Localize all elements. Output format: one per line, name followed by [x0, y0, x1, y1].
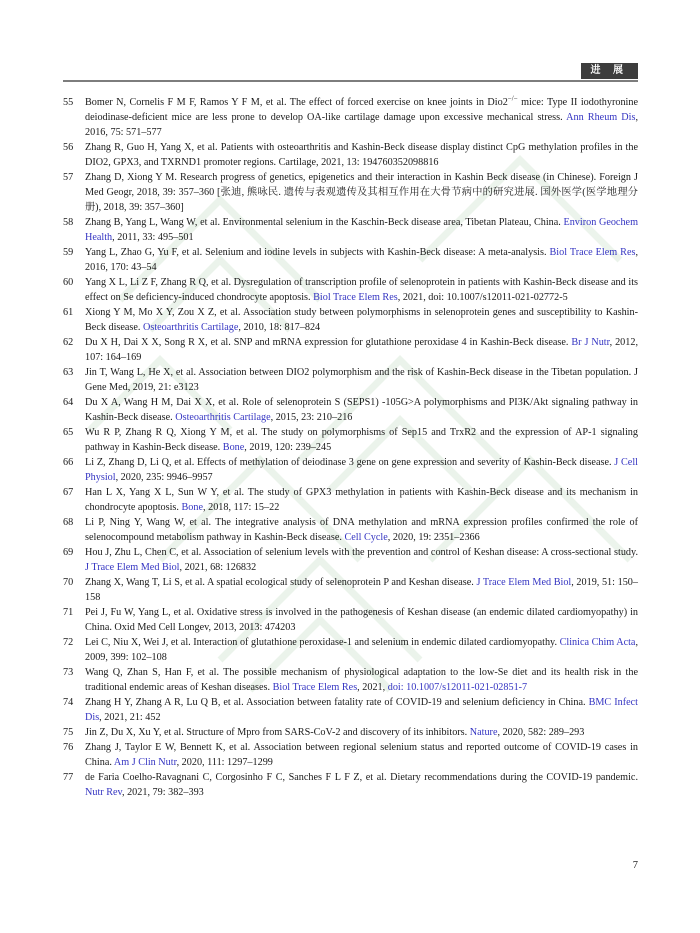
journal-link[interactable]: Ann Rheum Dis [566, 112, 636, 123]
reference-text [85, 517, 638, 543]
reference-item [63, 545, 638, 575]
reference-text [85, 667, 638, 693]
reference-text-segment: Zhang J, Taylor E W, Bennett K, et al. Association between regional selenium status and reported outcome of COVID-19 cases in China. [85, 742, 638, 768]
reference-text [85, 247, 638, 273]
reference-text [85, 367, 638, 393]
reference-text-segment: Wang Q, Zhan S, Han F, et al. The possible mechanism of physiological adaptation to the low-Se diet and its health risk in the traditional endemic areas of Keshan diseases. [85, 667, 638, 693]
reference-text-segment: Li Z, Zhang D, Li Q, et al. Effects of methylation of deiodinase 3 gene on gene expression and severity of Kashin-Beck disease. [85, 457, 615, 468]
reference-number: 65 [63, 427, 74, 438]
journal-link[interactable]: Am J Clin Nutr [113, 757, 177, 768]
reference-item [63, 365, 638, 395]
reference-item [63, 425, 638, 455]
reference-item [63, 635, 638, 665]
reference-text-segment: , 2021, doi: 10.1007/s12011-021-02772-5 [397, 292, 568, 303]
reference-text [85, 607, 638, 633]
journal-link[interactable]: Nature [469, 727, 498, 738]
reference-number: 56 [63, 142, 74, 153]
reference-text [85, 742, 638, 768]
journal-link[interactable]: Environ Geochem Health [85, 217, 638, 243]
reference-text-segment: Bomer N, Cornelis F M F, Ramos Y F M, et al. The effect of forced exercise on knee joints in Dio2 [85, 97, 508, 108]
reference-item [63, 455, 638, 485]
reference-text-segment: Han L X, Yang X L, Sun W Y, et al. The study of GPX3 methylation in patients with Kashin-Beck disease and its mechanism in chondrocyte apoptosis. [85, 487, 638, 513]
reference-text-segment: de Faria Coelho-Ravagnani C, Corgosinho F C, Sanches F L F Z, et al. Dietary recommendations during the COVID-19 pandemic. [85, 772, 638, 783]
reference-item [63, 170, 638, 215]
journal-link[interactable]: doi: 10.1007/s12011-021-02851-7 [387, 682, 528, 693]
reference-text-segment: Zhang X, Wang T, Li S, et al. A spatial ecological study of selenoprotein P and Keshan disease. [85, 577, 477, 588]
reference-text [85, 142, 638, 168]
reference-number: 74 [63, 697, 74, 708]
journal-link[interactable]: J Trace Elem Med Biol [85, 562, 180, 573]
reference-item [63, 95, 638, 140]
reference-text-segment: mice: Type II iodothyronine deiodinase-deficient mice are less prone to develop OA-like cartilage damage upon excessive mechanical stress. [85, 97, 639, 123]
reference-number: 58 [63, 217, 74, 228]
journal-link[interactable]: Cell Cycle [344, 532, 388, 543]
reference-text-segment: , 2020, 19: 2351–2366 [387, 532, 480, 543]
reference-text-segment: Hou J, Zhu L, Chen C, et al. Association of selenium levels with the prevention and control of Keshan disease: A cross-sectional study. [85, 547, 638, 558]
reference-text-segment: Zhang R, Guo H, Yang X, et al. Patients with osteoarthritis and Kashin-Beck disease display distinct CpG methylation profiles in the DIO2, GPX3, and TXRND1 promoter regions. Cartilage, 2021, 13: 194760352098816 [85, 142, 638, 168]
reference-list [63, 95, 638, 800]
reference-text-segment: , 2019, 51: 150–158 [85, 577, 638, 603]
reference-text [85, 727, 584, 738]
reference-number: 64 [63, 397, 74, 408]
journal-link[interactable]: Biol Trace Elem Res [549, 247, 636, 258]
reference-text-segment: , 2012, 107: 164–169 [85, 337, 638, 363]
reference-text [85, 427, 638, 453]
journal-link[interactable]: Biol Trace Elem Res [272, 682, 358, 693]
reference-number: 66 [63, 457, 74, 468]
reference-number: 62 [63, 337, 74, 348]
reference-text-segment: , 2021, 79: 382–393 [121, 787, 204, 798]
reference-text-segment: Du X A, Wang H M, Dai X X, et al. Role of selenoprotein S (SEPS1) -105G>A polymorphisms and PI3K/Akt signaling pathway in Kashin-Beck disease. [85, 397, 638, 423]
reference-item [63, 665, 638, 695]
reference-text-segment: Xiong Y M, Mo X Y, Zou X Z, et al. Association study between polymorphisms in selenoprotein genes and susceptibility to Kashin-Beck disease. [85, 307, 638, 333]
reference-number: 77 [63, 772, 74, 783]
reference-number: 68 [63, 517, 74, 528]
journal-link[interactable]: Osteoarthritis Cartilage [143, 322, 239, 333]
reference-number: 72 [63, 637, 74, 648]
journal-link[interactable]: Bone [222, 442, 245, 453]
reference-text-segment: , 2021, 68: 126832 [179, 562, 257, 573]
reference-text-segment: Yang L, Zhao G, Yu F, et al. Selenium and iodine levels in subjects with Kashin-Beck disease: A meta-analysis. [85, 247, 550, 258]
reference-text [85, 217, 638, 243]
reference-number: 71 [63, 607, 74, 618]
reference-text-segment: Zhang H Y, Zhang A R, Lu Q B, et al. Association between fatality rate of COVID-19 and selenium deficiency in China. [85, 697, 589, 708]
journal-link[interactable]: BMC Infect Dis [85, 697, 638, 723]
reference-text-segment: Li P, Ning Y, Wang W, et al. The integrative analysis of DNA methylation and mRNA expression profiles confirmed the role of selenocompound metabolism pathway in Kashin-Beck disease. [85, 517, 638, 543]
reference-text [85, 337, 638, 363]
reference-text [85, 487, 638, 513]
reference-number: 61 [63, 307, 74, 318]
reference-item [63, 605, 638, 635]
reference-text-segment: , 2020, 111: 1297–1299 [176, 757, 273, 768]
journal-link[interactable]: J Cell Physiol [85, 457, 638, 483]
reference-text-segment: , 2021, 21: 452 [99, 712, 161, 723]
reference-number: 57 [63, 172, 74, 183]
reference-number: 75 [63, 727, 74, 738]
section-tag-badge: 进 展 [581, 63, 639, 79]
reference-item [63, 740, 638, 770]
reference-number: 73 [63, 667, 74, 678]
reference-text [85, 172, 638, 213]
reference-text-segment: Jin Z, Du X, Xu Y, et al. Structure of Mpro from SARS-CoV-2 and discovery of its inhibitors. [85, 727, 470, 738]
reference-item [63, 305, 638, 335]
reference-text-segment: , 2019, 120: 239–245 [244, 442, 332, 453]
reference-number: 59 [63, 247, 74, 258]
reference-text [85, 772, 638, 798]
page-number: 7 [632, 860, 638, 871]
reference-number: 67 [63, 487, 74, 498]
reference-text [85, 277, 638, 303]
reference-text [85, 307, 638, 333]
reference-text [85, 637, 638, 663]
reference-number: 70 [63, 577, 74, 588]
reference-text-segment: , 2020, 582: 289–293 [497, 727, 585, 738]
reference-item [63, 335, 638, 365]
reference-item [63, 215, 638, 245]
reference-text [85, 547, 638, 573]
reference-text-segment: Du X H, Dai X X, Song R X, et al. SNP and mRNA expression for glutathione peroxidase 4 in Kashin-Beck disease. [85, 337, 572, 348]
reference-text [85, 577, 638, 603]
journal-link[interactable]: Br J Nutr [571, 337, 610, 348]
reference-text-segment: , 2016, 170: 43–54 [85, 247, 638, 273]
journal-link[interactable]: Osteoarthritis Cartilage [175, 412, 271, 423]
reference-item [63, 575, 638, 605]
reference-text [85, 457, 638, 483]
reference-text [85, 397, 638, 423]
reference-number: 76 [63, 742, 74, 753]
reference-text-segment: Wu R P, Zhang R Q, Xiong Y M, et al. The study on polymorphisms of Sep15 and TrxR2 and the expression of AP-1 signaling pathway in Kashin-Beck disease. [85, 427, 638, 453]
reference-item [63, 485, 638, 515]
reference-text-segment: , 2011, 33: 495–501 [112, 232, 194, 243]
reference-text-segment: , 2021, [357, 682, 388, 693]
journal-link[interactable]: Bone [181, 502, 203, 513]
reference-number: 63 [63, 367, 74, 378]
journal-link[interactable]: Biol Trace Elem Res [313, 292, 398, 303]
reference-item [63, 245, 638, 275]
reference-item [63, 395, 638, 425]
reference-text-segment: Zhang D, Xiong Y M. Research progress of genetics, epigenetics and their interaction in Kashin Beck disease (in Chinese). Foreign J Med Geogr, 2018, 39: 357–360 [张迪, 熊咏民. 遗传与表观遗传及其相互作用在大骨节病中的研究进展. 国外医学(医学地理分册), 2018, 39: 357–360] [85, 172, 638, 213]
reference-text-segment: , 2010, 18: 817–824 [238, 322, 321, 333]
reference-text-segment: Pei J, Fu W, Yang L, et al. Oxidative stress is involved in the pathogenesis of Keshan disease (an endemic dilated cardiomyopathy) in China. Oxid Med Cell Longev, 2013, 2013: 474203 [85, 607, 638, 633]
reference-text-segment: , 2020, 235: 9946–9957 [115, 472, 213, 483]
journal-link[interactable]: Clinica Chim Acta [559, 637, 636, 648]
reference-text-segment: Yang X L, Li Z F, Zhang R Q, et al. Dysregulation of transcription profile of selenoprotein in patients with Kashin-Beck disease and its effect on Se deficiency-induced chondrocyte apoptosis. [85, 277, 638, 303]
reference-text-segment: , 2009, 399: 102–108 [85, 637, 638, 663]
header-divider [63, 80, 638, 82]
superscript-text: −/− [507, 94, 518, 103]
reference-item [63, 695, 638, 725]
reference-item [63, 140, 638, 170]
reference-item [63, 770, 638, 800]
reference-text-segment: , 2016, 75: 571–577 [85, 112, 639, 138]
reference-item [63, 515, 638, 545]
reference-text-segment: Zhang B, Yang L, Wang W, et al. Environmental selenium in the Kaschin-Beck disease area, Tibetan Plateau, China. [85, 217, 564, 228]
reference-item [63, 725, 638, 740]
page-header [63, 63, 638, 85]
reference-number: 69 [63, 547, 74, 558]
reference-number: 60 [63, 277, 74, 288]
journal-link[interactable]: J Trace Elem Med Biol [476, 577, 572, 588]
reference-text-segment: Lei C, Niu X, Wei J, et al. Interaction of glutathione peroxidase-1 and selenium in endemic dilated cardiomyopathy. [85, 637, 560, 648]
reference-number: 55 [63, 97, 74, 108]
reference-text [85, 697, 638, 723]
reference-item [63, 275, 638, 305]
reference-text-segment: Jin T, Wang L, He X, et al. Association between DIO2 polymorphism and the risk of Kashin-Beck disease in the Tibetan population. J Gene Med, 2019, 21: e3123 [85, 367, 638, 393]
reference-text-segment: , 2015, 23: 210–216 [270, 412, 353, 423]
reference-text [85, 94, 639, 138]
reference-text-segment: , 2018, 117: 15–22 [203, 502, 280, 513]
journal-link[interactable]: Nutr Rev [85, 787, 122, 798]
